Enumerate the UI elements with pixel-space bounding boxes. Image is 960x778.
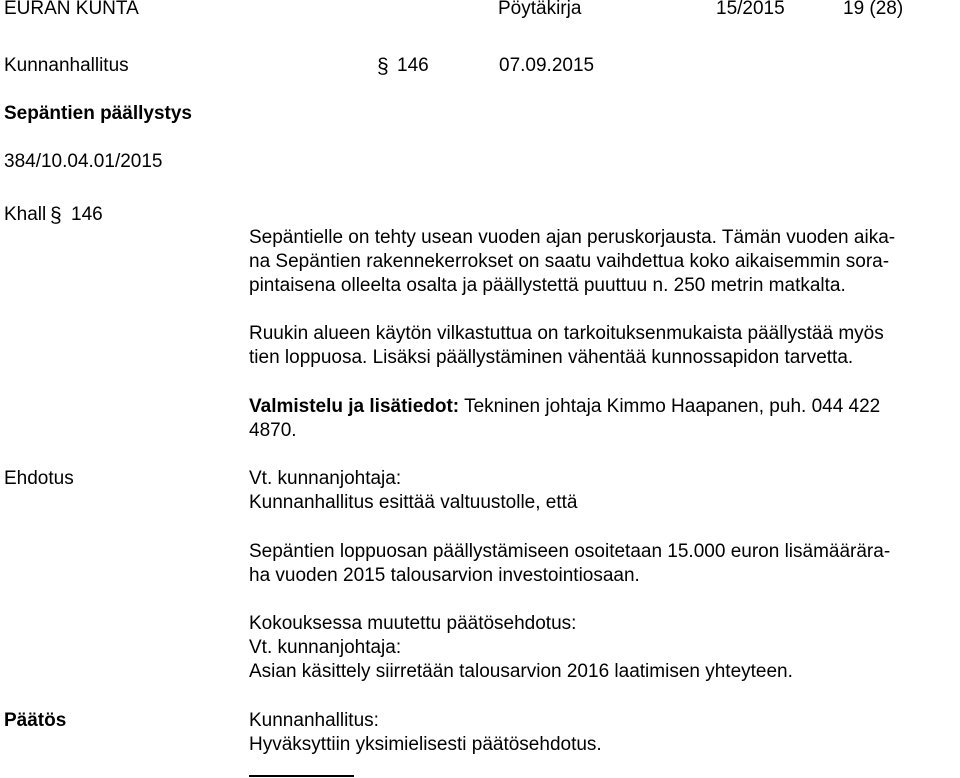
section-mark-icon: § bbox=[377, 55, 389, 78]
decision-label: Päätös bbox=[4, 710, 67, 731]
meeting-body: Kunnanhallitus bbox=[4, 55, 129, 76]
proposal-detail-line-2: ha vuoden 2015 talousarvion investointiosaan. bbox=[249, 565, 640, 586]
document-type: Pöytäkirja bbox=[498, 0, 582, 19]
page-title: Sepäntien päällystys bbox=[4, 103, 192, 124]
preparation-line-1 bbox=[249, 395, 880, 419]
prior-handling-label: Khall bbox=[4, 204, 47, 225]
meeting-date: 07.09.2015 bbox=[499, 55, 595, 76]
proposal-line-1: Vt. kunnanjohtaja: bbox=[249, 468, 402, 489]
decision-line-2: Hyväksyttiin yksimielisesti päätösehdotus. bbox=[249, 734, 602, 755]
body-paragraph-2-line-2: tien loppuosa. Lisäksi päällystäminen vähentää kunnossapidon tarvetta. bbox=[249, 347, 854, 368]
body-paragraph-1-line-3: pintaisena olleelta osalta ja päällystettä puuttuu n. 250 metrin matkalta. bbox=[249, 275, 846, 296]
record-id: 384/10.04.01/2015 bbox=[4, 151, 163, 172]
preparation-label: Valmistelu ja lisätiedot: bbox=[249, 396, 460, 417]
section-number: 146 bbox=[397, 55, 429, 76]
proposal-label: Ehdotus bbox=[4, 468, 74, 489]
amended-proposal-line-3: Asian käsittely siirretään talousarvion 2016 laatimisen yhteyteen. bbox=[249, 661, 793, 682]
prior-section-number: 146 bbox=[71, 204, 103, 225]
preparation-contact: Tekninen johtaja Kimmo Haapanen, puh. 044 422 bbox=[464, 396, 881, 417]
preparation-line-2: 4870. bbox=[249, 420, 297, 441]
municipality-name: EURAN KUNTA bbox=[4, 0, 139, 19]
body-paragraph-1-line-2: na Sepäntien rakennekerrokset on saatu vaihdettua koko aikaisemmin sora- bbox=[249, 251, 890, 272]
body-paragraph-2-line-1: Ruukin alueen käytön vilkastuttua on tarkoituksenmukaista päällystää myös bbox=[249, 323, 884, 344]
signature-separator-line bbox=[249, 775, 354, 777]
page-number: 19 (28) bbox=[843, 0, 904, 19]
section-mark-icon: § bbox=[50, 204, 62, 227]
decision-line-1: Kunnanhallitus: bbox=[249, 710, 379, 731]
amended-proposal-line-2: Vt. kunnanjohtaja: bbox=[249, 637, 402, 658]
proposal-line-2: Kunnanhallitus esittää valtuustolle, että bbox=[249, 492, 578, 513]
amended-proposal-line-1: Kokouksessa muutettu päätösehdotus: bbox=[249, 613, 577, 634]
body-paragraph-1-line-1: Sepäntielle on tehty usean vuoden ajan peruskorjausta. Tämän vuoden aika- bbox=[249, 227, 896, 248]
document-number: 15/2015 bbox=[716, 0, 785, 19]
proposal-detail-line-1: Sepäntien loppuosan päällystämiseen osoitetaan 15.000 euron lisämäärära- bbox=[249, 541, 891, 562]
